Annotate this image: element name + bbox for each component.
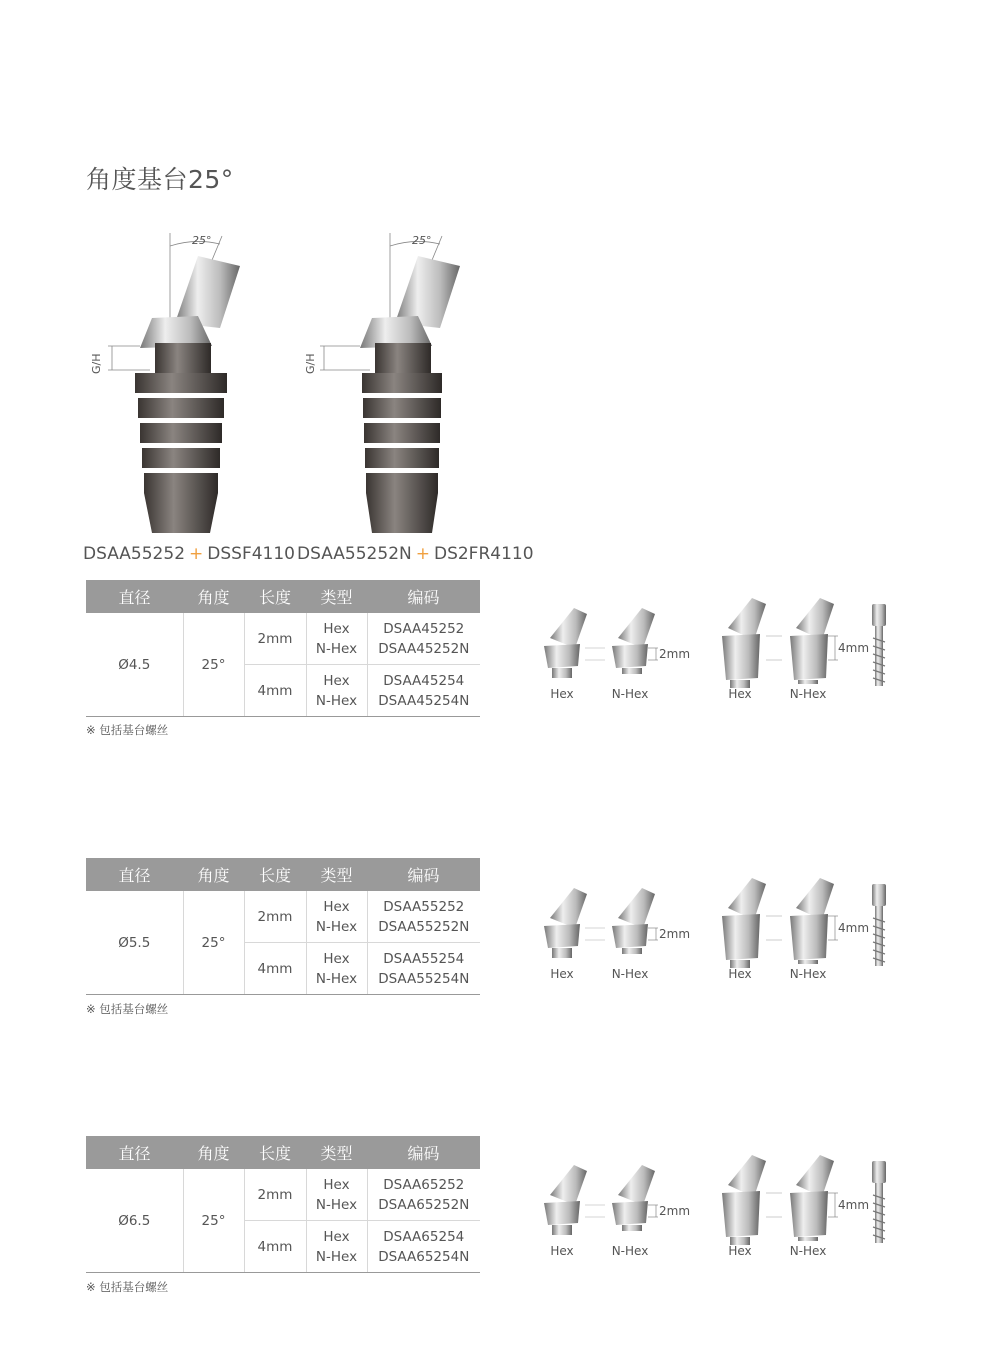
type-hex: Hex bbox=[323, 672, 350, 689]
abutment-nhex-4mm bbox=[790, 1155, 834, 1241]
spec-table bbox=[86, 858, 480, 995]
abutment-screw bbox=[872, 884, 886, 966]
gh-label: G/H bbox=[304, 353, 317, 374]
abutment-code: DSAA55252 bbox=[83, 544, 186, 564]
label-hex: Hex bbox=[728, 967, 752, 981]
gh-label: G/H bbox=[90, 353, 103, 374]
header-code: 编码 bbox=[367, 858, 480, 891]
code-nhex: DSAA55252N bbox=[378, 918, 470, 935]
type-hex: Hex bbox=[323, 1228, 350, 1245]
type-hex: Hex bbox=[323, 898, 350, 915]
label-nhex: N-Hex bbox=[611, 1244, 649, 1258]
type-hex: Hex bbox=[323, 950, 350, 967]
angle-label: 25° bbox=[412, 234, 432, 247]
abutment-hex-2mm bbox=[544, 888, 587, 958]
label-hex: Hex bbox=[550, 1244, 574, 1258]
header-type: 类型 bbox=[306, 858, 367, 891]
abutment-code: DSAA55252N bbox=[297, 544, 412, 564]
plus-sign: + bbox=[189, 544, 204, 564]
code-nhex: DSAA65252N bbox=[378, 1196, 470, 1213]
implant-code: DSSF4110 bbox=[207, 544, 295, 564]
code-hex: DSAA65254 bbox=[383, 1228, 465, 1245]
type-cell bbox=[306, 1221, 367, 1273]
table-note: ※ 包括基台螺丝 bbox=[86, 1280, 169, 1294]
type-cell bbox=[306, 613, 367, 665]
header-angle: 角度 bbox=[183, 1136, 244, 1169]
label-nhex: N-Hex bbox=[789, 687, 827, 701]
abutment-nhex-4mm bbox=[790, 598, 834, 684]
angle-cell: 25° bbox=[183, 613, 244, 717]
abutment-nhex-2mm bbox=[612, 608, 655, 674]
type-nhex: N-Hex bbox=[315, 1248, 358, 1265]
label-2mm: 2mm bbox=[659, 927, 691, 941]
header-diameter: 直径 bbox=[86, 858, 183, 891]
length-cell: 4mm bbox=[244, 943, 306, 995]
header-diameter: 直径 bbox=[86, 580, 183, 613]
length-cell: 4mm bbox=[244, 1221, 306, 1273]
code-cell bbox=[367, 1221, 480, 1273]
label-nhex: N-Hex bbox=[611, 967, 649, 981]
abutment-screw bbox=[872, 1161, 886, 1243]
code-nhex: DSAA45254N bbox=[378, 692, 470, 709]
abutment-screw bbox=[872, 604, 886, 686]
type-hex: Hex bbox=[323, 1176, 350, 1193]
abutment-nhex-4mm bbox=[790, 878, 834, 964]
type-nhex: N-Hex bbox=[315, 692, 358, 709]
type-nhex: N-Hex bbox=[315, 1196, 358, 1213]
abutment-hex-4mm bbox=[722, 598, 766, 688]
code-nhex: DSAA45252N bbox=[378, 640, 470, 657]
type-nhex: N-Hex bbox=[315, 918, 358, 935]
length-cell: 4mm bbox=[244, 665, 306, 717]
diameter-cell: Ø6.5 bbox=[86, 1169, 183, 1273]
abutment-illustrations bbox=[530, 1155, 910, 1265]
code-hex: DSAA55254 bbox=[383, 950, 465, 967]
type-nhex: N-Hex bbox=[315, 640, 358, 657]
label-4mm: 4mm bbox=[838, 921, 870, 935]
type-hex: Hex bbox=[323, 620, 350, 637]
code-cell bbox=[367, 613, 480, 665]
label-nhex: N-Hex bbox=[789, 967, 827, 981]
abutment-hex-4mm bbox=[722, 878, 766, 968]
abutment-illustrations bbox=[530, 598, 910, 708]
label-4mm: 4mm bbox=[838, 1198, 870, 1212]
header-length: 长度 bbox=[244, 580, 306, 613]
label-hex: Hex bbox=[550, 687, 574, 701]
hero-code-nhex bbox=[297, 544, 534, 564]
type-cell bbox=[306, 665, 367, 717]
length-cell: 2mm bbox=[244, 891, 306, 943]
diameter-cell: Ø5.5 bbox=[86, 891, 183, 995]
label-nhex: N-Hex bbox=[789, 1244, 827, 1258]
abutment-hex-4mm bbox=[722, 1155, 766, 1245]
code-hex: DSAA45254 bbox=[383, 672, 465, 689]
diameter-cell: Ø4.5 bbox=[86, 613, 183, 717]
abutment-hex-2mm bbox=[544, 1165, 587, 1235]
code-hex: DSAA65252 bbox=[383, 1176, 465, 1193]
abutment-illustrations bbox=[530, 878, 910, 988]
header-length: 长度 bbox=[244, 858, 306, 891]
code-hex: DSAA45252 bbox=[383, 620, 465, 637]
page-title: 角度基台25° bbox=[86, 165, 234, 194]
table-note: ※ 包括基台螺丝 bbox=[86, 723, 169, 737]
angle-cell: 25° bbox=[183, 891, 244, 995]
label-hex: Hex bbox=[550, 967, 574, 981]
plus-sign: + bbox=[415, 544, 430, 564]
header-angle: 角度 bbox=[183, 580, 244, 613]
length-cell: 2mm bbox=[244, 1169, 306, 1221]
label-nhex: N-Hex bbox=[611, 687, 649, 701]
type-nhex: N-Hex bbox=[315, 970, 358, 987]
angle-cell: 25° bbox=[183, 1169, 244, 1273]
spec-table bbox=[86, 580, 480, 717]
label-4mm: 4mm bbox=[838, 641, 870, 655]
header-diameter: 直径 bbox=[86, 1136, 183, 1169]
angle-label: 25° bbox=[192, 234, 212, 247]
code-cell bbox=[367, 891, 480, 943]
abutment-nhex-2mm bbox=[612, 888, 655, 954]
label-hex: Hex bbox=[728, 687, 752, 701]
implant-abutment-image-hex bbox=[80, 228, 280, 548]
header-type: 类型 bbox=[306, 1136, 367, 1169]
header-code: 编码 bbox=[367, 1136, 480, 1169]
code-cell bbox=[367, 1169, 480, 1221]
code-nhex: DSAA55254N bbox=[378, 970, 470, 987]
label-hex: Hex bbox=[728, 1244, 752, 1258]
implant-code: DS2FR4110 bbox=[433, 544, 534, 564]
header-length: 长度 bbox=[244, 1136, 306, 1169]
code-cell bbox=[367, 665, 480, 717]
header-code: 编码 bbox=[367, 580, 480, 613]
label-2mm: 2mm bbox=[659, 1204, 691, 1218]
abutment-hex-2mm bbox=[544, 608, 587, 678]
implant-abutment-image-nhex bbox=[300, 228, 500, 548]
abutment-nhex-2mm bbox=[612, 1165, 655, 1231]
code-nhex: DSAA65254N bbox=[378, 1248, 470, 1265]
type-cell bbox=[306, 891, 367, 943]
spec-table bbox=[86, 1136, 480, 1273]
hero-code-hex bbox=[83, 544, 295, 564]
header-angle: 角度 bbox=[183, 858, 244, 891]
table-note: ※ 包括基台螺丝 bbox=[86, 1002, 169, 1016]
label-2mm: 2mm bbox=[659, 647, 691, 661]
type-cell bbox=[306, 943, 367, 995]
length-cell: 2mm bbox=[244, 613, 306, 665]
code-hex: DSAA55252 bbox=[383, 898, 465, 915]
code-cell bbox=[367, 943, 480, 995]
type-cell bbox=[306, 1169, 367, 1221]
header-type: 类型 bbox=[306, 580, 367, 613]
